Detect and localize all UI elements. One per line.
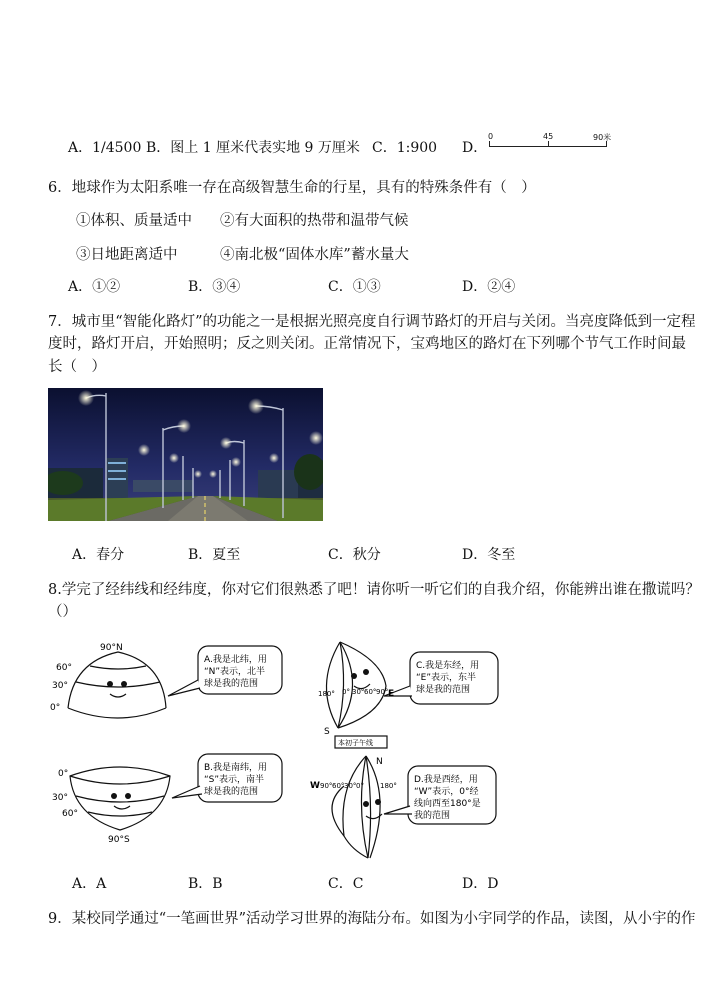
q8-option-d: D．D — [462, 876, 499, 892]
d-lon-w: W — [310, 781, 320, 791]
scale-label-90: 90米 — [593, 133, 612, 142]
b-bubble-1: B.我是南纬，用 — [204, 763, 268, 773]
q6-item-2: ②有大面积的热带和温带气候 — [220, 213, 409, 229]
q6-option-d: D．②④ — [462, 279, 516, 295]
c-lon-30: 30° — [352, 688, 365, 696]
street-lights-photo — [48, 388, 323, 521]
d-bubble-2: “W”表示，0°经 — [414, 787, 479, 797]
a-lat-0: 0° — [50, 703, 61, 713]
c-bubble-2: “E”表示，东半 — [416, 673, 477, 683]
c-lon-0: 0° — [342, 688, 350, 696]
q6-item-3: ③日地距离适中 — [76, 247, 178, 263]
a-bubble-2: “N”表示，北半 — [204, 667, 266, 677]
latitude-longitude-figure — [48, 636, 508, 866]
d-bubble-4: 我的范围 — [414, 811, 451, 821]
a-lat-30: 30° — [52, 681, 68, 691]
c-lon-180: 180° — [318, 690, 335, 698]
q7-option-a: A．春分 — [72, 547, 125, 563]
q8-option-c: C．C — [328, 876, 364, 892]
q5-option-a: A．1/4500 — [68, 140, 142, 156]
b-lat-60: 60° — [62, 809, 78, 819]
q5-option-b: B．图上 1 厘米代表实地 9 万厘米 — [146, 140, 360, 156]
a-bubble-1: A.我是北纬，用 — [204, 655, 267, 665]
c-caption: 本初子午线 — [338, 739, 373, 747]
q8-stem-line1: 8.学完了经纬线和经纬度，你对它们很熟悉了吧！请你听一听它们的自我介绍，你能辨出谁在撒谎吗？ — [48, 582, 700, 598]
b-lat-30: 30° — [52, 793, 68, 803]
d-lon-30: 30° — [344, 782, 357, 790]
q8-option-b: B．B — [188, 876, 223, 892]
q7-option-b: B．夏至 — [188, 547, 241, 563]
c-lon-90: 90° — [376, 688, 389, 696]
scale-label-45: 45 — [543, 132, 554, 141]
a-bubble-3: 球是我的范围 — [204, 679, 259, 689]
q8-option-a: A．A — [72, 876, 107, 892]
q7-stem-line2: 度时，路灯开启，开始照明；反之则关闭。正常情况下，宝鸡地区的路灯在下列哪个节气工作时间最 — [48, 336, 686, 352]
q5-option-c: C．1:900 — [372, 140, 438, 156]
a-lat-90n: 90°N — [100, 643, 123, 653]
d-pole-n: N — [376, 757, 383, 767]
scale-bar — [488, 132, 614, 152]
q9-stem-line1: 9．某校同学通过“一笔画世界”活动学习世界的海陆分布。如图为小宇同学的作品，读图，从小宇的作 — [48, 911, 696, 927]
c-lon-60: 60° — [364, 688, 377, 696]
b-bubble-2: “S”表示，南半 — [204, 775, 265, 785]
q6-stem: 6．地球作为太阳系唯一存在高级智慧生命的行星，具有的特殊条件有（ ） — [48, 180, 536, 196]
q6-option-a: A．①② — [68, 279, 121, 295]
b-bubble-3: 球是我的范围 — [204, 787, 259, 797]
q5-option-d: D． — [462, 140, 488, 156]
c-lon-e: E — [388, 689, 395, 699]
d-bubble-3: 线向西至180°是 — [414, 799, 481, 809]
q7-option-d: D．冬至 — [462, 547, 516, 563]
q7-stem-line1: 7．城市里“智能化路灯”的功能之一是根据光照亮度自行调节路灯的开启与关闭。当亮度降低到一定程 — [48, 314, 696, 330]
c-pole-s: S — [324, 727, 330, 737]
scale-label-0: 0 — [488, 132, 494, 141]
c-bubble-1: C.我是东经，用 — [416, 661, 480, 671]
q8-stem-line2: （） — [48, 604, 77, 620]
q7-stem-line3: 长（ ） — [48, 359, 106, 375]
d-bubble-1: D.我是西经，用 — [414, 775, 478, 785]
d-lon-90: 90° — [320, 782, 333, 790]
q6-option-b: B．③④ — [188, 279, 241, 295]
d-lon-60: 60° — [332, 782, 345, 790]
d-lon-180: 180° — [380, 782, 397, 790]
a-lat-60: 60° — [56, 663, 72, 673]
q6-option-c: C．①③ — [328, 279, 381, 295]
b-lat-90s: 90°S — [108, 835, 130, 845]
q6-item-4: ④南北极“固体水库”蓄水量大 — [220, 247, 409, 263]
c-bubble-3: 球是我的范围 — [416, 685, 471, 695]
q7-option-c: C．秋分 — [328, 547, 381, 563]
b-lat-0: 0° — [58, 769, 69, 779]
d-lon-0: 0° — [356, 782, 364, 790]
q6-item-1: ①体积、质量适中 — [76, 213, 192, 229]
